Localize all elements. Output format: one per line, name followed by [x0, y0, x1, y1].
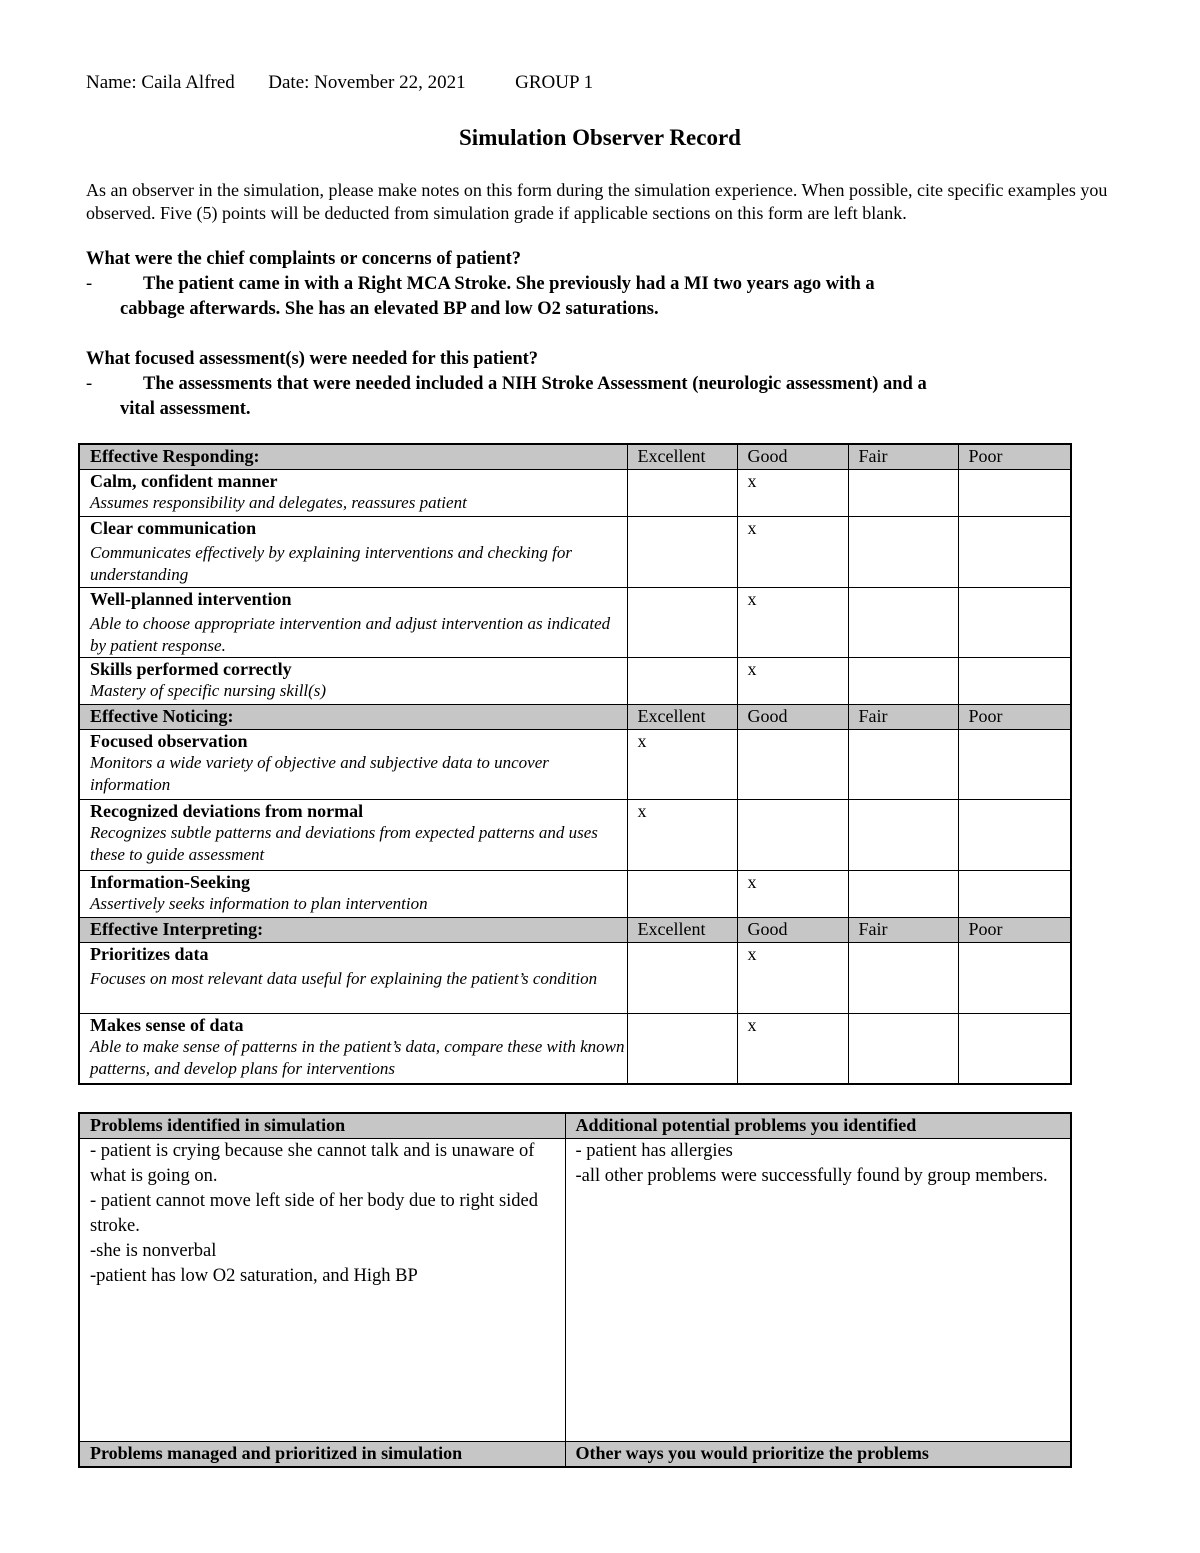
criterion-row	[79, 871, 1071, 918]
rating-good-cell[interactable]: x	[737, 871, 848, 918]
problem-item: - patient cannot move left side of her body due to right sided stroke.	[90, 1191, 538, 1236]
problems-body-row	[79, 1139, 1071, 1442]
criterion-cell	[79, 943, 627, 1014]
column-poor: Poor	[958, 444, 1071, 470]
column-fair: Fair	[848, 705, 958, 730]
additional-problems-heading: Additional potential problems you identified	[565, 1113, 1071, 1139]
problems-footer-row	[79, 1442, 1071, 1468]
other-ways-heading: Other ways you would prioritize the problems	[565, 1442, 1071, 1468]
criterion-title: Prioritizes data	[90, 944, 209, 964]
rating-fair-cell[interactable]	[848, 517, 958, 588]
criterion-description: Able to choose appropriate intervention and adjust intervention as indicated by patient response.	[90, 614, 611, 655]
criterion-row	[79, 588, 1071, 658]
column-excellent: Excellent	[627, 918, 737, 943]
rating-excellent-cell[interactable]	[627, 658, 737, 705]
criterion-cell	[79, 871, 627, 918]
criterion-description: Communicates effectively by explaining interventions and checking for understanding	[90, 543, 572, 584]
rating-excellent-cell[interactable]	[627, 1014, 737, 1084]
student-name: Name: Caila Alfred	[86, 72, 235, 93]
rating-fair-cell[interactable]	[848, 588, 958, 658]
problems-managed-heading: Problems managed and prioritized in simulation	[79, 1442, 565, 1468]
rating-fair-cell[interactable]	[848, 730, 958, 800]
criterion-row	[79, 800, 1071, 871]
answer-chief-complaints	[86, 272, 1086, 322]
criterion-row	[79, 658, 1071, 705]
column-excellent: Excellent	[627, 705, 737, 730]
criterion-row	[79, 470, 1071, 517]
criterion-cell	[79, 730, 627, 800]
criterion-cell	[79, 658, 627, 705]
criterion-description: Assumes responsibility and delegates, reassures patient	[90, 493, 467, 512]
criterion-cell	[79, 800, 627, 871]
section-header-row	[79, 918, 1071, 943]
criterion-cell	[79, 470, 627, 517]
column-good: Good	[737, 444, 848, 470]
section-header-row	[79, 705, 1071, 730]
rating-good-cell[interactable]: x	[737, 658, 848, 705]
problem-item: -she is nonverbal	[90, 1241, 217, 1261]
section-heading: Effective Responding:	[79, 444, 627, 470]
answer-line: The patient came in with a Right MCA Stroke. She previously had a MI two years ago with a	[143, 274, 875, 294]
section-heading: Effective Interpreting:	[79, 918, 627, 943]
column-fair: Fair	[848, 918, 958, 943]
question-chief-complaints: What were the chief complaints or concerns of patient?	[86, 249, 522, 269]
criterion-title: Recognized deviations from normal	[90, 801, 364, 821]
criterion-title: Makes sense of data	[90, 1015, 244, 1035]
criterion-description: Recognizes subtle patterns and deviations from expected patterns and uses these to guide assessment	[90, 823, 598, 864]
rating-excellent-cell[interactable]	[627, 871, 737, 918]
column-poor: Poor	[958, 705, 1071, 730]
rating-fair-cell[interactable]	[848, 943, 958, 1014]
criterion-description: Able to make sense of patterns in the patient’s data, compare these with known patterns, and develop plans for interventions	[90, 1037, 625, 1078]
criterion-description: Focuses on most relevant data useful for explaining the patient’s condition	[90, 969, 598, 988]
problem-item: -patient has low O2 saturation, and High BP	[90, 1266, 418, 1286]
answer-focused-assessments	[86, 372, 1086, 422]
rating-excellent-cell[interactable]	[627, 943, 737, 1014]
rating-excellent-cell[interactable]	[627, 470, 737, 517]
rating-poor-cell[interactable]	[958, 517, 1071, 588]
rating-good-cell[interactable]	[737, 800, 848, 871]
rating-poor-cell[interactable]	[958, 470, 1071, 517]
criterion-title: Information-Seeking	[90, 872, 251, 892]
criterion-title: Focused observation	[90, 731, 248, 751]
rating-fair-cell[interactable]	[848, 658, 958, 705]
rating-excellent-cell[interactable]: x	[627, 730, 737, 800]
rating-poor-cell[interactable]	[958, 730, 1071, 800]
criterion-cell	[79, 517, 627, 588]
rating-poor-cell[interactable]	[958, 800, 1071, 871]
rating-poor-cell[interactable]	[958, 1014, 1071, 1084]
rating-fair-cell[interactable]	[848, 800, 958, 871]
rating-excellent-cell[interactable]	[627, 588, 737, 658]
problems-identified-heading: Problems identified in simulation	[79, 1113, 565, 1139]
problem-item: - patient is crying because she cannot talk and is unaware of what is going on.	[90, 1141, 535, 1186]
rating-good-cell[interactable]: x	[737, 588, 848, 658]
criterion-row	[79, 1014, 1071, 1084]
answer-line: cabbage afterwards. She has an elevated BP and low O2 saturations.	[120, 299, 659, 319]
criterion-row	[79, 943, 1071, 1014]
criterion-title: Clear communication	[90, 518, 257, 538]
column-fair: Fair	[848, 444, 958, 470]
criterion-title: Calm, confident manner	[90, 471, 278, 491]
criterion-description: Mastery of specific nursing skill(s)	[90, 681, 327, 700]
instructions: As an observer in the simulation, please make notes on this form during the simulation experience. When possible, cite specific examples you observed. Five (5) points will be deducted from simulation grade if applicable sections on this form are left blank.	[86, 180, 1108, 223]
criterion-title: Skills performed correctly	[90, 659, 292, 679]
column-good: Good	[737, 705, 848, 730]
rating-poor-cell[interactable]	[958, 871, 1071, 918]
header-line	[86, 72, 593, 94]
rating-good-cell[interactable]: x	[737, 517, 848, 588]
rating-poor-cell[interactable]	[958, 588, 1071, 658]
criterion-cell	[79, 1014, 627, 1084]
rating-good-cell[interactable]: x	[737, 943, 848, 1014]
rating-excellent-cell[interactable]	[627, 517, 737, 588]
problem-item: -all other problems were successfully found by group members.	[575, 1166, 1048, 1186]
date: Date: November 22, 2021	[268, 72, 466, 93]
rating-poor-cell[interactable]	[958, 943, 1071, 1014]
answer-line: The assessments that were needed included a NIH Stroke Assessment (neurologic assessment) and a	[143, 374, 927, 394]
bullet-dash: -	[86, 274, 93, 294]
criterion-description: Assertively seeks information to plan intervention	[90, 894, 428, 913]
section-header-row	[79, 444, 1071, 470]
problem-item: - patient has allergies	[575, 1141, 733, 1161]
column-excellent: Excellent	[627, 444, 737, 470]
criterion-row	[79, 730, 1071, 800]
rating-good-cell[interactable]: x	[737, 470, 848, 517]
rating-fair-cell[interactable]	[848, 1014, 958, 1084]
problems-identified-cell[interactable]	[79, 1139, 565, 1442]
page-title: Simulation Observer Record	[459, 125, 741, 150]
criterion-cell	[79, 588, 627, 658]
criterion-row	[79, 517, 1071, 588]
group: GROUP 1	[515, 72, 594, 93]
section-heading: Effective Noticing:	[79, 705, 627, 730]
problems-table	[78, 1112, 1072, 1468]
additional-problems-cell[interactable]	[565, 1139, 1071, 1442]
column-poor: Poor	[958, 918, 1071, 943]
rating-poor-cell[interactable]	[958, 658, 1071, 705]
bullet-dash: -	[86, 374, 93, 394]
criterion-description: Monitors a wide variety of objective and subjective data to uncover information	[90, 753, 549, 794]
rating-fair-cell[interactable]	[848, 871, 958, 918]
column-good: Good	[737, 918, 848, 943]
criterion-title: Well-planned intervention	[90, 589, 292, 609]
rating-excellent-cell[interactable]: x	[627, 800, 737, 871]
rating-good-cell[interactable]: x	[737, 1014, 848, 1084]
rating-good-cell[interactable]	[737, 730, 848, 800]
answer-line: vital assessment.	[120, 399, 251, 419]
rating-fair-cell[interactable]	[848, 470, 958, 517]
question-focused-assessments: What focused assessment(s) were needed for this patient?	[86, 349, 539, 369]
rating-table	[78, 443, 1072, 1085]
problems-header-row	[79, 1113, 1071, 1139]
